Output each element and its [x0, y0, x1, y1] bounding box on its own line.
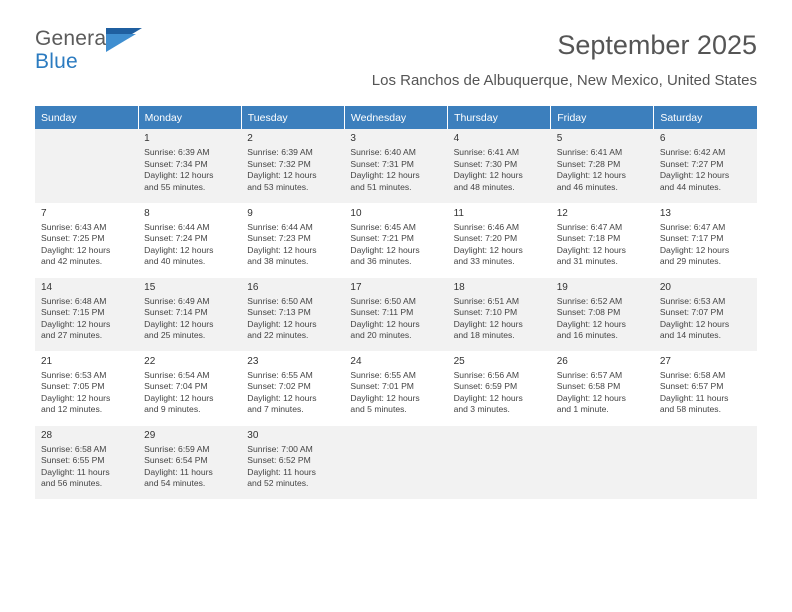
sun-calendar-table: [35, 106, 757, 500]
location-subtitle: Los Ranchos de Albuquerque, New Mexico, United States: [371, 72, 757, 89]
daylight-text-line2: and 12 minutes.: [41, 404, 103, 415]
sunset-text: Sunset: 6:55 PM: [41, 455, 105, 466]
daylight-text-line1: Daylight: 12 hours: [453, 170, 523, 181]
sunrise-text: Sunrise: 7:00 AM: [247, 443, 313, 454]
day-cell[interactable]: [241, 277, 344, 351]
sunset-text: Sunset: 7:34 PM: [144, 158, 208, 169]
daylight-text-line1: Daylight: 12 hours: [350, 244, 420, 255]
daylight-text-line1: Daylight: 12 hours: [556, 170, 626, 181]
sunset-text: Sunset: 7:25 PM: [41, 233, 105, 244]
daylight-text-line1: Daylight: 12 hours: [659, 170, 730, 181]
sunset-text: Sunset: 7:28 PM: [556, 158, 621, 169]
weekday-header-thursday: Thursday: [448, 106, 551, 129]
day-cell-empty: [654, 425, 757, 499]
flag-icon: [106, 28, 142, 58]
day-number: 20: [659, 281, 671, 293]
sunset-text: Sunset: 7:07 PM: [659, 307, 724, 318]
day-cell[interactable]: [138, 425, 241, 499]
daylight-text-line2: and 38 minutes.: [247, 256, 309, 267]
sunset-text: Sunset: 7:13 PM: [247, 307, 311, 318]
daylight-text-line2: and 52 minutes.: [247, 478, 309, 489]
day-cell[interactable]: [654, 203, 757, 277]
calendar-week-row: [35, 425, 757, 499]
daylight-text-line1: Daylight: 12 hours: [247, 392, 317, 403]
weekday-header-sunday: Sunday: [35, 106, 138, 129]
daylight-text-line1: Daylight: 12 hours: [556, 392, 626, 403]
day-number: 12: [556, 207, 568, 219]
sunrise-text: Sunrise: 6:45 AM: [350, 221, 416, 232]
day-cell[interactable]: [35, 203, 138, 277]
day-number: 10: [350, 207, 362, 219]
calendar-week-row: [35, 203, 757, 277]
daylight-text-line1: Daylight: 12 hours: [41, 318, 111, 329]
sunrise-text: Sunrise: 6:39 AM: [144, 147, 210, 157]
daylight-text-line2: and 27 minutes.: [41, 330, 103, 341]
daylight-text-line1: Daylight: 12 hours: [144, 318, 214, 329]
day-number: 3: [350, 133, 356, 144]
calendar-week-row: [35, 129, 757, 203]
sunrise-text: Sunrise: 6:55 AM: [247, 369, 313, 380]
sunrise-text: Sunrise: 6:41 AM: [556, 147, 623, 157]
day-cell[interactable]: [138, 351, 241, 425]
day-number: 6: [659, 133, 666, 144]
sunrise-text: Sunrise: 6:59 AM: [144, 443, 210, 454]
logo-text-general: General: [35, 27, 112, 50]
sunset-text: Sunset: 7:30 PM: [453, 158, 518, 169]
sunrise-text: Sunrise: 6:43 AM: [41, 221, 107, 232]
day-number: 24: [350, 355, 362, 367]
sunset-text: Sunset: 7:08 PM: [556, 307, 621, 318]
day-cell[interactable]: [35, 277, 138, 351]
sunrise-text: Sunrise: 6:46 AM: [453, 221, 520, 232]
daylight-text-line1: Daylight: 12 hours: [350, 318, 420, 329]
sunrise-text: Sunrise: 6:49 AM: [144, 295, 210, 306]
calendar-week-row: [35, 277, 757, 351]
sunset-text: Sunset: 6:57 PM: [659, 381, 724, 392]
sunset-text: Sunset: 7:20 PM: [453, 233, 518, 244]
day-number: 8: [144, 207, 150, 219]
day-number: 9: [247, 207, 253, 219]
daylight-text-line1: Daylight: 12 hours: [144, 392, 214, 403]
sunrise-text: Sunrise: 6:50 AM: [350, 295, 416, 306]
day-number: 23: [247, 355, 259, 367]
day-number: 7: [41, 207, 47, 219]
daylight-text-line2: and 36 minutes.: [350, 256, 412, 267]
day-number: 4: [453, 133, 460, 144]
sunset-text: Sunset: 7:23 PM: [247, 233, 311, 244]
sunrise-text: Sunrise: 6:58 AM: [659, 369, 726, 380]
daylight-text-line1: Daylight: 12 hours: [659, 244, 730, 255]
day-number: 16: [247, 281, 259, 293]
sunrise-text: Sunrise: 6:58 AM: [41, 443, 107, 454]
daylight-text-line1: Daylight: 12 hours: [453, 244, 523, 255]
daylight-text-line2: and 56 minutes.: [41, 478, 103, 489]
daylight-text-line1: Daylight: 12 hours: [144, 244, 214, 255]
daylight-text-line2: and 48 minutes.: [453, 181, 515, 192]
weekday-header-row: [35, 106, 757, 129]
day-cell[interactable]: [448, 129, 551, 203]
sunset-text: Sunset: 7:10 PM: [453, 307, 518, 318]
sunrise-text: Sunrise: 6:44 AM: [247, 221, 313, 232]
sunrise-text: Sunrise: 6:57 AM: [556, 369, 623, 380]
daylight-text-line2: and 31 minutes.: [556, 256, 618, 267]
sunset-text: Sunset: 7:24 PM: [144, 233, 208, 244]
day-cell[interactable]: [138, 203, 241, 277]
sunrise-text: Sunrise: 6:53 AM: [659, 295, 726, 306]
sunset-text: Sunset: 7:17 PM: [659, 233, 724, 244]
daylight-text-line1: Daylight: 12 hours: [144, 170, 214, 181]
day-number: 1: [144, 133, 150, 144]
daylight-text-line2: and 7 minutes.: [247, 404, 304, 415]
daylight-text-line2: and 29 minutes.: [659, 256, 721, 267]
logo[interactable]: [35, 28, 235, 78]
day-cell[interactable]: [344, 129, 447, 203]
day-number: 29: [144, 429, 156, 441]
day-cell[interactable]: [344, 203, 447, 277]
page-title: September 2025: [557, 30, 757, 60]
sunset-text: Sunset: 6:59 PM: [453, 381, 518, 392]
day-cell[interactable]: [551, 203, 654, 277]
day-number: 13: [659, 207, 671, 219]
daylight-text-line2: and 25 minutes.: [144, 330, 206, 341]
sunrise-text: Sunrise: 6:55 AM: [350, 369, 416, 380]
day-cell[interactable]: [551, 277, 654, 351]
day-number: 14: [41, 281, 53, 293]
daylight-text-line2: and 40 minutes.: [144, 256, 206, 267]
daylight-text-line1: Daylight: 12 hours: [556, 318, 626, 329]
day-number: 2: [247, 133, 253, 144]
daylight-text-line1: Daylight: 12 hours: [453, 392, 523, 403]
day-cell[interactable]: [551, 129, 654, 203]
sunrise-text: Sunrise: 6:42 AM: [659, 147, 726, 157]
sunset-text: Sunset: 7:02 PM: [247, 381, 311, 392]
sunset-text: Sunset: 7:27 PM: [659, 158, 724, 169]
daylight-text-line1: Daylight: 12 hours: [247, 318, 317, 329]
day-cell[interactable]: [344, 351, 447, 425]
day-cell[interactable]: [241, 129, 344, 203]
daylight-text-line1: Daylight: 11 hours: [144, 466, 213, 477]
day-cell-empty: [551, 425, 654, 499]
day-cell[interactable]: [241, 203, 344, 277]
sunrise-text: Sunrise: 6:48 AM: [41, 295, 107, 306]
daylight-text-line1: Daylight: 12 hours: [350, 392, 420, 403]
sunrise-text: Sunrise: 6:39 AM: [247, 147, 313, 157]
day-number: 18: [453, 281, 465, 293]
day-number: 25: [453, 355, 465, 367]
daylight-text-line1: Daylight: 12 hours: [659, 318, 730, 329]
day-cell-empty: [35, 129, 138, 203]
daylight-text-line1: Daylight: 11 hours: [247, 466, 316, 477]
daylight-text-line2: and 58 minutes.: [659, 404, 721, 415]
weekday-header-saturday: Saturday: [654, 106, 757, 129]
day-number: 30: [247, 429, 259, 441]
day-cell[interactable]: [241, 425, 344, 499]
daylight-text-line2: and 1 minute.: [556, 404, 609, 415]
sunset-text: Sunset: 7:14 PM: [144, 307, 208, 318]
sunset-text: Sunset: 7:31 PM: [350, 158, 414, 169]
day-number: 5: [556, 133, 563, 144]
day-cell-empty: [448, 425, 551, 499]
daylight-text-line1: Daylight: 12 hours: [247, 170, 317, 181]
day-number: 19: [556, 281, 568, 293]
daylight-text-line2: and 53 minutes.: [247, 181, 309, 192]
sunset-text: Sunset: 7:01 PM: [350, 381, 414, 392]
daylight-text-line2: and 20 minutes.: [350, 330, 412, 341]
daylight-text-line2: and 33 minutes.: [453, 256, 515, 267]
daylight-text-line2: and 42 minutes.: [41, 256, 103, 267]
sunrise-text: Sunrise: 6:44 AM: [144, 221, 210, 232]
daylight-text-line2: and 51 minutes.: [350, 181, 412, 192]
day-cell[interactable]: [654, 129, 757, 203]
daylight-text-line1: Daylight: 12 hours: [453, 318, 523, 329]
daylight-text-line1: Daylight: 12 hours: [556, 244, 626, 255]
day-number: 17: [350, 281, 362, 293]
day-cell[interactable]: [654, 351, 757, 425]
sunset-text: Sunset: 7:18 PM: [556, 233, 621, 244]
day-number: 21: [41, 355, 53, 367]
daylight-text-line2: and 22 minutes.: [247, 330, 309, 341]
sunrise-text: Sunrise: 6:53 AM: [41, 369, 107, 380]
weekday-header-monday: Monday: [138, 106, 241, 129]
daylight-text-line2: and 9 minutes.: [144, 404, 201, 415]
calendar-week-row: [35, 351, 757, 425]
daylight-text-line2: and 18 minutes.: [453, 330, 515, 341]
day-cell[interactable]: [551, 351, 654, 425]
daylight-text-line1: Daylight: 11 hours: [41, 466, 110, 477]
sunrise-text: Sunrise: 6:47 AM: [556, 221, 623, 232]
sunset-text: Sunset: 7:05 PM: [41, 381, 105, 392]
sunrise-text: Sunrise: 6:54 AM: [144, 369, 210, 380]
day-cell[interactable]: [138, 129, 241, 203]
daylight-text-line2: and 5 minutes.: [350, 404, 407, 415]
sunset-text: Sunset: 6:52 PM: [247, 455, 311, 466]
sunset-text: Sunset: 7:04 PM: [144, 381, 208, 392]
day-number: 11: [453, 207, 464, 219]
daylight-text-line1: Daylight: 12 hours: [41, 244, 111, 255]
logo-text-blue: Blue: [35, 50, 78, 73]
sunset-text: Sunset: 6:58 PM: [556, 381, 621, 392]
day-cell[interactable]: [344, 277, 447, 351]
sunrise-text: Sunrise: 6:40 AM: [350, 147, 416, 157]
daylight-text-line1: Daylight: 12 hours: [247, 244, 317, 255]
page-header: [35, 0, 757, 89]
daylight-text-line1: Daylight: 12 hours: [41, 392, 111, 403]
weekday-header-tuesday: Tuesday: [241, 106, 344, 129]
day-number: 27: [659, 355, 671, 367]
sunrise-text: Sunrise: 6:41 AM: [453, 147, 520, 157]
sunset-text: Sunset: 7:11 PM: [350, 307, 414, 318]
day-cell[interactable]: [448, 203, 551, 277]
day-cell[interactable]: [138, 277, 241, 351]
day-cell[interactable]: [35, 425, 138, 499]
daylight-text-line1: Daylight: 11 hours: [659, 392, 729, 403]
daylight-text-line2: and 46 minutes.: [556, 181, 618, 192]
day-cell[interactable]: [448, 277, 551, 351]
daylight-text-line2: and 55 minutes.: [144, 181, 206, 192]
daylight-text-line1: Daylight: 12 hours: [350, 170, 420, 181]
daylight-text-line2: and 44 minutes.: [659, 181, 721, 192]
daylight-text-line2: and 3 minutes.: [453, 404, 510, 415]
sunrise-text: Sunrise: 6:56 AM: [453, 369, 520, 380]
day-number: 22: [144, 355, 156, 367]
weekday-header-friday: Friday: [551, 106, 654, 129]
sunrise-text: Sunrise: 6:50 AM: [247, 295, 313, 306]
day-cell[interactable]: [35, 351, 138, 425]
day-cell-empty: [344, 425, 447, 499]
daylight-text-line2: and 16 minutes.: [556, 330, 618, 341]
weekday-header-wednesday: Wednesday: [344, 106, 447, 129]
day-number: 26: [556, 355, 568, 367]
day-number: 15: [144, 281, 156, 293]
day-number: 28: [41, 429, 53, 441]
sunrise-text: Sunrise: 6:47 AM: [659, 221, 726, 232]
sunrise-text: Sunrise: 6:52 AM: [556, 295, 623, 306]
sunset-text: Sunset: 7:21 PM: [350, 233, 414, 244]
sunset-text: Sunset: 6:54 PM: [144, 455, 208, 466]
daylight-text-line2: and 54 minutes.: [144, 478, 206, 489]
sunrise-text: Sunrise: 6:51 AM: [453, 295, 520, 306]
daylight-text-line2: and 14 minutes.: [659, 330, 721, 341]
day-cell[interactable]: [654, 277, 757, 351]
day-cell[interactable]: [241, 351, 344, 425]
sunset-text: Sunset: 7:15 PM: [41, 307, 105, 318]
day-cell[interactable]: [448, 351, 551, 425]
sunset-text: Sunset: 7:32 PM: [247, 158, 311, 169]
